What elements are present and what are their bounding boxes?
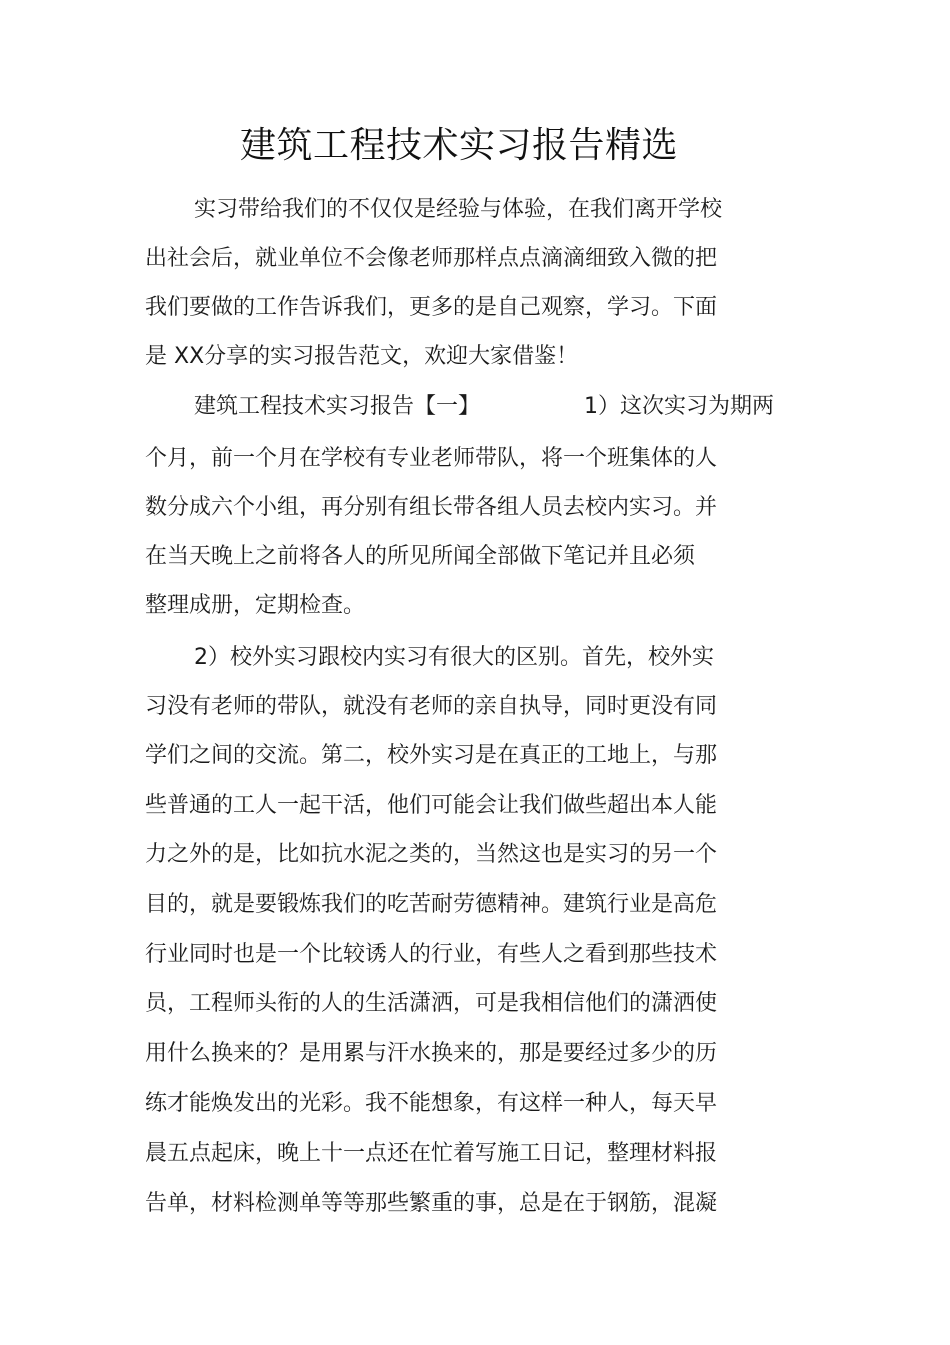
- text-line: 目的，就是要锻炼我们的吃苦耐劳德精神。建筑行业是高危: [145, 892, 718, 917]
- text-line: 告单，材料检测单等等那些繁重的事，总是在于钢筋，混凝: [145, 1191, 718, 1216]
- text-line: 员，工程师头衔的人的生活潇洒，可是我相信他们的潇洒使: [145, 991, 718, 1016]
- text-line: 行业同时也是一个比较诱人的行业，有些人之看到那些技术: [145, 942, 718, 967]
- text-line: 些普通的工人一起干活，他们可能会让我们做些超出本人能: [145, 793, 718, 818]
- text-line: 整理成册，定期检查。: [145, 593, 366, 618]
- section-first-text: 1）这次实习为期两: [584, 394, 775, 419]
- text-line: 个月，前一个月在学校有专业老师带队，将一个班集体的人: [145, 446, 718, 471]
- text-line: 用什么换来的？是用累与汗水换来的，那是要经过多少的历: [145, 1041, 718, 1066]
- document-title: 建筑工程技术实习报告精选: [239, 125, 678, 166]
- section-heading-line: [194, 393, 774, 421]
- section-heading: 建筑工程技术实习报告【一】: [194, 394, 481, 419]
- text-line: 练才能焕发出的光彩。我不能想象，有这样一种人，每天早: [145, 1091, 718, 1116]
- text-line: 力之外的是，比如抗水泥之类的，当然这也是实习的另一个: [145, 842, 718, 867]
- text-line: 晨五点起床，晚上十一点还在忙着写施工日记，整理材料报: [145, 1141, 718, 1166]
- text-line: 数分成六个小组，再分别有组长带各组人员去校内实习。并: [145, 495, 718, 520]
- text-line: 是 XX分享的实习报告范文，欢迎大家借鉴！: [145, 344, 579, 369]
- text-line: 我们要做的工作告诉我们，更多的是自己观察，学习。下面: [145, 295, 718, 320]
- text-line: 出社会后，就业单位不会像老师那样点点滴滴细致入微的把: [145, 246, 718, 271]
- text-line: 实习带给我们的不仅仅是经验与体验，在我们离开学校: [194, 197, 723, 222]
- text-line: 习没有老师的带队，就没有老师的亲自执导，同时更没有同: [145, 694, 718, 719]
- text-line: 学们之间的交流。第二，校外实习是在真正的工地上，与那: [145, 743, 718, 768]
- text-line: 2）校外实习跟校内实习有很大的区别。首先，校外实: [194, 645, 714, 670]
- text-line: 在当天晚上之前将各人的所见所闻全部做下笔记并且必须: [145, 544, 696, 569]
